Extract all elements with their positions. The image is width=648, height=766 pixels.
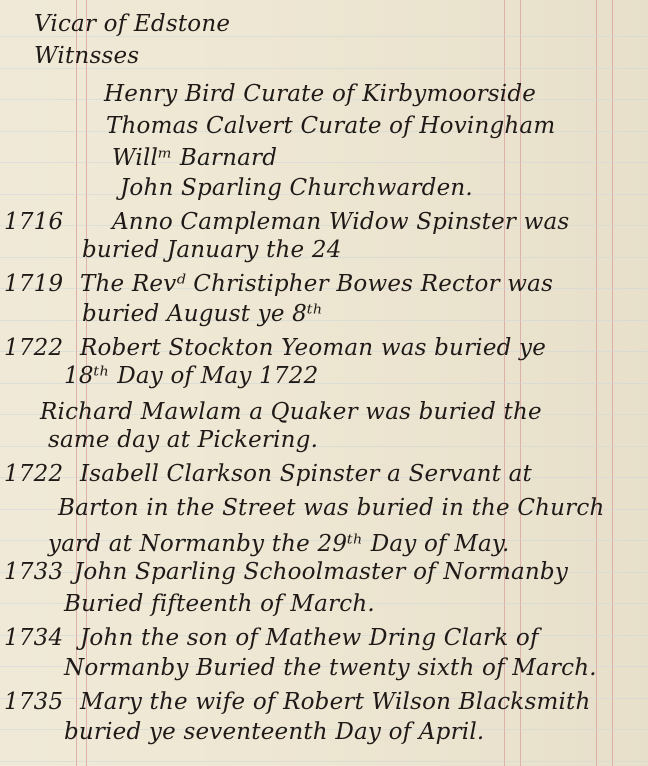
entry-line: buried January the 24 bbox=[82, 237, 342, 263]
entry-line: buried August ye 8ᵗʰ bbox=[82, 301, 324, 327]
entry-line: Isabell Clarkson Spinster a Servant at bbox=[80, 461, 532, 487]
entry-line: Witnsses bbox=[34, 43, 140, 69]
entry-line: Willᵐ Barnard bbox=[112, 145, 278, 171]
entry-line: Thomas Calvert Curate of Hovingham bbox=[106, 113, 556, 139]
ruled-line bbox=[0, 162, 648, 163]
entry-line: Barton in the Street was buried in the Church bbox=[58, 495, 605, 521]
entry-line: Robert Stockton Yeoman was buried ye bbox=[80, 335, 547, 361]
entry-line: John Sparling Churchwarden. bbox=[120, 175, 473, 201]
entry-line: 18ᵗʰ Day of May 1722 bbox=[64, 363, 319, 389]
entry-line: Anno Campleman Widow Spinster was bbox=[112, 209, 570, 235]
entry-line: Richard Mawlam a Quaker was buried the bbox=[40, 399, 542, 425]
entry-line: Vicar of Edstone bbox=[34, 11, 231, 37]
entry-line: Buried fifteenth of March. bbox=[64, 591, 375, 617]
entry-line: same day at Pickering. bbox=[48, 427, 319, 453]
entry-line: Normanby Buried the twenty sixth of March. bbox=[64, 655, 597, 681]
entry-year: 1716 bbox=[4, 209, 64, 235]
entry-year: 1734 bbox=[4, 625, 64, 651]
ruled-line bbox=[0, 761, 648, 762]
entry-line: John Sparling Schoolmaster of Normanby bbox=[74, 559, 569, 585]
entry-line: John the son of Mathew Dring Clark of bbox=[80, 625, 539, 651]
entry-line: yard at Normanby the 29ᵗʰ Day of May. bbox=[48, 531, 510, 557]
entry-year: 1735 bbox=[4, 689, 64, 715]
entry-line: Mary the wife of Robert Wilson Blacksmith bbox=[80, 689, 591, 715]
entry-line: Henry Bird Curate of Kirbymoorside bbox=[104, 81, 537, 107]
entry-year: 1722 bbox=[4, 461, 64, 487]
entry-year: 1722 bbox=[4, 335, 64, 361]
entry-year: 1733 bbox=[4, 559, 64, 585]
entry-line: buried ye seventeenth Day of April. bbox=[64, 719, 485, 745]
entry-line: The Revᵈ Christipher Bowes Rector was bbox=[80, 271, 554, 297]
entry-year: 1719 bbox=[4, 271, 64, 297]
